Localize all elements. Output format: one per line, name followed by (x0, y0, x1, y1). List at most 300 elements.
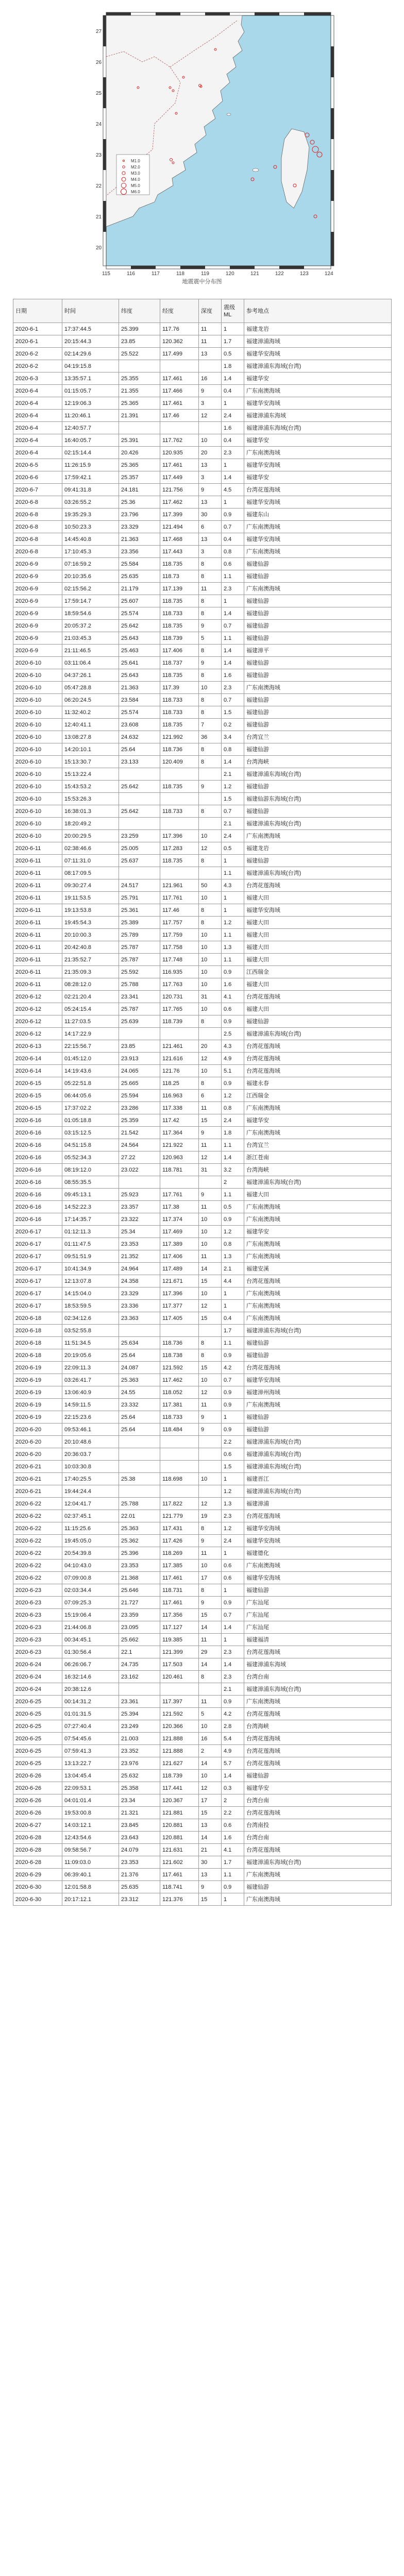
cell-latitude: 25.646 (119, 1584, 160, 1597)
cell-longitude (160, 1461, 199, 1473)
cell-longitude: 118.73 (160, 570, 199, 583)
table-row (13, 1634, 392, 1646)
cell-location: 广东南澳海域 (244, 1201, 392, 1213)
cell-magnitude: 1.4 (222, 1770, 244, 1782)
cell-depth: 8 (199, 1671, 222, 1683)
table-row (13, 335, 392, 348)
cell-date: 2020-6-1 (13, 335, 62, 348)
cell-magnitude: 4.2 (222, 1708, 244, 1720)
cell-location: 台湾海峡 (244, 1164, 392, 1176)
longitude-label: 124 (325, 271, 333, 277)
cell-longitude: 118.738 (160, 1349, 199, 1362)
cell-longitude (160, 818, 199, 830)
cell-date: 2020-6-25 (13, 1708, 62, 1720)
cell-date: 2020-6-15 (13, 1077, 62, 1090)
table-row (13, 410, 392, 422)
cell-latitude (119, 360, 160, 372)
cell-latitude: 23.353 (119, 1238, 160, 1250)
cell-time: 04:37:26.1 (62, 669, 119, 682)
cell-latitude: 23.85 (119, 1040, 160, 1053)
cell-latitude: 25.665 (119, 1077, 160, 1090)
cell-date: 2020-6-27 (13, 1819, 62, 1832)
cell-location: 台湾花莲海域 (244, 1510, 392, 1522)
table-row (13, 1535, 392, 1547)
legend-label: M4.0 (131, 177, 140, 182)
cell-magnitude: 2 (222, 1176, 244, 1189)
cell-time: 13:35:57.1 (62, 372, 119, 385)
cell-longitude (160, 1325, 199, 1337)
cell-longitude: 121.494 (160, 521, 199, 533)
cell-magnitude: 0.9 (222, 1213, 244, 1226)
cell-location: 福建福清 (244, 1634, 392, 1646)
table-row (13, 1844, 392, 1856)
cell-magnitude: 1.6 (222, 669, 244, 682)
cell-time: 19:45:54.3 (62, 917, 119, 929)
cell-time: 20:19:05.6 (62, 1349, 119, 1362)
cell-latitude: 25.788 (119, 1498, 160, 1510)
cell-longitude: 117.431 (160, 1522, 199, 1535)
cell-depth (199, 1485, 222, 1498)
cell-longitude: 117.759 (160, 929, 199, 941)
cell-magnitude: 4.2 (222, 1362, 244, 1374)
cell-date: 2020-6-9 (13, 607, 62, 620)
cell-location: 广东南澳海域 (244, 1300, 392, 1312)
latitude-labels (96, 29, 102, 251)
table-row (13, 1250, 392, 1263)
latitude-label: 21 (96, 214, 102, 220)
cell-location: 台湾花莲海域 (244, 1646, 392, 1658)
cell-longitude: 117.377 (160, 1300, 199, 1312)
cell-depth: 8 (199, 1349, 222, 1362)
cell-latitude: 25.635 (119, 1881, 160, 1893)
cell-depth: 29 (199, 1646, 222, 1658)
cell-latitude: 23.332 (119, 1399, 160, 1411)
table-row (13, 1510, 392, 1522)
cell-longitude: 117.46 (160, 904, 199, 917)
latitude-label: 23 (96, 152, 102, 158)
table-row (13, 706, 392, 719)
cell-location: 福建漳浦东海域(台湾) (244, 360, 392, 372)
cell-location: 广东南澳海域 (244, 1696, 392, 1708)
cell-time: 14:52:22.3 (62, 1201, 119, 1213)
cell-time: 21:44:06.8 (62, 1621, 119, 1634)
cell-time: 08:19:12.0 (62, 1164, 119, 1176)
earthquake-catalog-table (13, 299, 392, 1906)
cell-depth (199, 360, 222, 372)
cell-time: 12:40:41.1 (62, 719, 119, 731)
cell-location: 福建华安 (244, 1226, 392, 1238)
cell-depth: 12 (199, 1498, 222, 1510)
cell-longitude: 117.364 (160, 1127, 199, 1139)
cell-longitude: 117.761 (160, 1189, 199, 1201)
cell-latitude: 25.642 (119, 781, 160, 793)
cell-depth: 10 (199, 1560, 222, 1572)
cell-location: 福建大田 (244, 941, 392, 954)
cell-magnitude: 1.2 (222, 1226, 244, 1238)
cell-location: 福建华安海域 (244, 1522, 392, 1535)
cell-magnitude: 5.4 (222, 1733, 244, 1745)
cell-location: 福建华安海域 (244, 1374, 392, 1386)
cell-time: 21:11:46.5 (62, 645, 119, 657)
cell-longitude: 116.935 (160, 966, 199, 978)
cell-longitude: 117.76 (160, 323, 199, 335)
cell-location: 福建龙岩 (244, 842, 392, 855)
cell-time: 20:15:44.3 (62, 335, 119, 348)
cell-date: 2020-6-17 (13, 1226, 62, 1238)
table-row (13, 682, 392, 694)
table-row (13, 397, 392, 410)
cell-time: 05:47:28.8 (62, 682, 119, 694)
table-row (13, 1498, 392, 1510)
cell-time: 20:38:12.6 (62, 1683, 119, 1696)
table-row (13, 879, 392, 892)
cell-time: 12:01:58.8 (62, 1881, 119, 1893)
cell-magnitude: 1.1 (222, 1337, 244, 1349)
cell-magnitude: 2.4 (222, 1114, 244, 1127)
cell-location: 福建德化 (244, 1547, 392, 1560)
cell-location: 福建仙游 (244, 805, 392, 818)
cell-longitude: 117.461 (160, 1597, 199, 1609)
table-row (13, 360, 392, 372)
cell-location: 福建漳浦东海域 (244, 410, 392, 422)
table-row (13, 1114, 392, 1127)
table-row (13, 929, 392, 941)
latitude-label: 25 (96, 91, 102, 96)
table-row (13, 595, 392, 607)
cell-depth: 30 (199, 509, 222, 521)
cell-time: 15:43:53.2 (62, 781, 119, 793)
cell-location: 台湾宜兰 (244, 731, 392, 743)
cell-longitude: 117.374 (160, 1213, 199, 1226)
cell-latitude: 24.517 (119, 879, 160, 892)
cell-location: 福建华安 (244, 1782, 392, 1794)
cell-longitude: 117.426 (160, 1535, 199, 1547)
cell-location: 广东南澳海域 (244, 1287, 392, 1300)
cell-latitude: 23.363 (119, 1312, 160, 1325)
table-row (13, 1720, 392, 1733)
cell-time: 08:28:12.0 (62, 978, 119, 991)
cell-magnitude: 4.1 (222, 1844, 244, 1856)
cell-time: 12:19:06.3 (62, 397, 119, 410)
cell-magnitude: 2.4 (222, 830, 244, 842)
cell-longitude: 117.356 (160, 1609, 199, 1621)
longitude-label: 120 (226, 271, 234, 277)
cell-latitude: 23.85 (119, 335, 160, 348)
latitude-label: 27 (96, 29, 102, 35)
cell-time: 06:39:40.1 (62, 1869, 119, 1881)
cell-location: 福建漳浦东海域(台湾) (244, 818, 392, 830)
cell-time: 17:37:02.2 (62, 1102, 119, 1114)
cell-magnitude: 1.4 (222, 1621, 244, 1634)
cell-magnitude: 1.8 (222, 1127, 244, 1139)
cell-latitude: 25.635 (119, 570, 160, 583)
cell-date: 2020-6-9 (13, 632, 62, 645)
cell-depth: 8 (199, 1077, 222, 1090)
cell-time: 22:09:11.3 (62, 1362, 119, 1374)
cell-magnitude: 5.7 (222, 1757, 244, 1770)
cell-depth: 9 (199, 1881, 222, 1893)
cell-time: 19:35:29.3 (62, 509, 119, 521)
cell-latitude: 25.64 (119, 1411, 160, 1423)
cell-latitude: 25.365 (119, 459, 160, 471)
cell-depth: 15 (199, 1114, 222, 1127)
cell-location: 福建仙游 (244, 743, 392, 756)
cell-longitude: 117.338 (160, 1102, 199, 1114)
cell-latitude (119, 1485, 160, 1498)
cell-longitude: 121.881 (160, 1807, 199, 1819)
cell-longitude: 120.881 (160, 1819, 199, 1832)
cell-depth: 12 (199, 1151, 222, 1164)
cell-latitude: 21.391 (119, 410, 160, 422)
table-row (13, 558, 392, 570)
cell-longitude: 117.461 (160, 1572, 199, 1584)
cell-latitude: 25.632 (119, 1770, 160, 1782)
cell-location: 福建华安 (244, 372, 392, 385)
cell-depth: 7 (199, 719, 222, 731)
cell-location: 福建漳浦海域 (244, 335, 392, 348)
cell-time: 09:53:46.1 (62, 1423, 119, 1436)
cell-location: 台湾花莲海域 (244, 1745, 392, 1757)
table-row (13, 1782, 392, 1794)
cell-time: 15:53:26.3 (62, 793, 119, 805)
cell-depth: 10 (199, 1374, 222, 1386)
cell-date: 2020-6-24 (13, 1683, 62, 1696)
cell-depth: 8 (199, 669, 222, 682)
cell-longitude: 121.992 (160, 731, 199, 743)
table-body (13, 323, 392, 1906)
cell-magnitude: 2.3 (222, 583, 244, 595)
cell-date: 2020-6-10 (13, 818, 62, 830)
cell-magnitude: 0.9 (222, 1077, 244, 1090)
cell-depth: 13 (199, 1819, 222, 1832)
cell-time: 13:06:40.9 (62, 1386, 119, 1399)
cell-longitude: 116.963 (160, 1090, 199, 1102)
cell-location: 福建仙游 (244, 620, 392, 632)
cell-location: 广东汕尾 (244, 1597, 392, 1609)
cell-depth: 11 (199, 1139, 222, 1151)
cell-longitude: 118.735 (160, 558, 199, 570)
cell-date: 2020-6-16 (13, 1189, 62, 1201)
cell-depth: 14 (199, 1757, 222, 1770)
cell-date: 2020-6-10 (13, 743, 62, 756)
cell-latitude: 25.787 (119, 954, 160, 966)
cell-date: 2020-6-17 (13, 1287, 62, 1300)
longitude-labels (102, 271, 333, 277)
cell-time: 11:51:34.5 (62, 1337, 119, 1349)
cell-magnitude: 1 (222, 1287, 244, 1300)
cell-magnitude: 1 (222, 459, 244, 471)
cell-date: 2020-6-24 (13, 1671, 62, 1683)
cell-depth: 11 (199, 323, 222, 335)
cell-longitude: 121.779 (160, 1510, 199, 1522)
cell-depth: 36 (199, 731, 222, 743)
cell-magnitude: 3.2 (222, 1164, 244, 1176)
cell-date: 2020-6-20 (13, 1448, 62, 1461)
cell-longitude: 117.397 (160, 1696, 199, 1708)
cell-longitude: 117.443 (160, 546, 199, 558)
cell-depth: 11 (199, 1634, 222, 1646)
table-row (13, 1770, 392, 1782)
table-row (13, 842, 392, 855)
cell-date: 2020-6-23 (13, 1646, 62, 1658)
cell-location: 福建华安海域 (244, 348, 392, 360)
cell-depth: 10 (199, 1003, 222, 1015)
cell-location: 福建永春 (244, 1077, 392, 1090)
cell-date: 2020-6-1 (13, 323, 62, 335)
cell-date: 2020-6-11 (13, 904, 62, 917)
cell-latitude: 25.361 (119, 904, 160, 917)
cell-depth: 5 (199, 632, 222, 645)
cell-longitude: 120.881 (160, 1832, 199, 1844)
cell-longitude: 117.469 (160, 1226, 199, 1238)
cell-time: 13:13:22.7 (62, 1757, 119, 1770)
table-row (13, 1708, 392, 1720)
cell-time: 19:44:24.4 (62, 1485, 119, 1498)
longitude-label: 123 (300, 271, 309, 277)
cell-magnitude: 0.6 (222, 1572, 244, 1584)
cell-time: 18:53:59.5 (62, 1300, 119, 1312)
cell-depth: 31 (199, 1164, 222, 1176)
cell-magnitude: 0.9 (222, 966, 244, 978)
cell-longitude: 118.733 (160, 694, 199, 706)
cell-depth: 10 (199, 830, 222, 842)
cell-location: 台湾花莲海域 (244, 484, 392, 496)
cell-time: 05:52:34.3 (62, 1151, 119, 1164)
cell-location: 台湾台南 (244, 1794, 392, 1807)
cell-depth: 10 (199, 978, 222, 991)
cell-depth: 10 (199, 434, 222, 447)
cell-magnitude: 0.8 (222, 1238, 244, 1250)
cell-latitude (119, 867, 160, 879)
cell-time: 06:20:24.5 (62, 694, 119, 706)
cell-date: 2020-6-11 (13, 855, 62, 867)
cell-date: 2020-6-19 (13, 1362, 62, 1374)
cell-location: 福建漳浦东海域(台湾) (244, 422, 392, 434)
cell-depth: 8 (199, 570, 222, 583)
table-row (13, 1386, 392, 1399)
cell-location: 广东南澳海域 (244, 1238, 392, 1250)
cell-magnitude: 4.1 (222, 991, 244, 1003)
cell-location: 台湾花莲海域 (244, 1807, 392, 1819)
table-row (13, 941, 392, 954)
cell-location: 福建仙游 (244, 706, 392, 719)
cell-time: 14:19:43.6 (62, 1065, 119, 1077)
cell-latitude: 25.463 (119, 645, 160, 657)
cell-magnitude: 0.5 (222, 348, 244, 360)
cell-date: 2020-6-30 (13, 1893, 62, 1906)
cell-time: 03:26:55.2 (62, 496, 119, 509)
cell-latitude: 23.359 (119, 1609, 160, 1621)
cell-date: 2020-6-17 (13, 1238, 62, 1250)
cell-longitude: 117.461 (160, 1869, 199, 1881)
cell-time: 11:15:25.6 (62, 1522, 119, 1535)
table-row (13, 1238, 392, 1250)
cell-date: 2020-6-28 (13, 1832, 62, 1844)
table-row (13, 1832, 392, 1844)
cell-date: 2020-6-20 (13, 1436, 62, 1448)
cell-time: 21:35:52.7 (62, 954, 119, 966)
cell-depth: 13 (199, 533, 222, 546)
cell-date: 2020-6-16 (13, 1114, 62, 1127)
cell-magnitude: 0.6 (222, 1560, 244, 1572)
cell-depth: 9 (199, 1535, 222, 1547)
cell-latitude: 23.249 (119, 1720, 160, 1733)
cell-longitude: 118.739 (160, 1015, 199, 1028)
cell-longitude: 120.362 (160, 335, 199, 348)
cell-latitude: 23.796 (119, 509, 160, 521)
cell-longitude: 117.503 (160, 1658, 199, 1671)
table-row (13, 1040, 392, 1053)
cell-date: 2020-6-9 (13, 595, 62, 607)
cell-magnitude: 1.4 (222, 645, 244, 657)
table-row (13, 855, 392, 867)
table-row (13, 892, 392, 904)
cell-date: 2020-6-11 (13, 867, 62, 879)
cell-time: 02:03:34.4 (62, 1584, 119, 1597)
cell-date: 2020-6-14 (13, 1053, 62, 1065)
cell-magnitude: 1.2 (222, 917, 244, 929)
header-magnitude (222, 299, 244, 323)
cell-depth: 13 (199, 496, 222, 509)
cell-latitude: 25.394 (119, 1708, 160, 1720)
longitude-label: 118 (176, 271, 184, 277)
cell-depth (199, 1461, 222, 1473)
cell-depth: 16 (199, 372, 222, 385)
cell-time: 11:09:03.0 (62, 1856, 119, 1869)
cell-magnitude: 0.7 (222, 1374, 244, 1386)
cell-depth: 3 (199, 546, 222, 558)
table-row (13, 1374, 392, 1386)
cell-depth: 3 (199, 397, 222, 410)
cell-latitude: 21.368 (119, 1572, 160, 1584)
table-row (13, 1362, 392, 1374)
cell-depth: 10 (199, 892, 222, 904)
cell-magnitude: 1.4 (222, 1658, 244, 1671)
cell-depth: 9 (199, 657, 222, 669)
table-row (13, 1584, 392, 1597)
cell-depth: 13 (199, 459, 222, 471)
penghu-island (252, 168, 259, 172)
map-legend (116, 155, 149, 195)
table-row (13, 583, 392, 595)
cell-depth: 9 (199, 781, 222, 793)
cell-longitude: 117.762 (160, 434, 199, 447)
table-row (13, 1003, 392, 1015)
table-row (13, 372, 392, 385)
cell-time: 20:00:29.5 (62, 830, 119, 842)
cell-latitude: 23.312 (119, 1893, 160, 1906)
cell-time: 10:50:23.3 (62, 521, 119, 533)
cell-location: 福建仙游 (244, 1423, 392, 1436)
cell-time: 02:21:20.4 (62, 991, 119, 1003)
cell-date: 2020-6-9 (13, 583, 62, 595)
cell-date: 2020-6-26 (13, 1807, 62, 1819)
cell-time: 20:05:37.2 (62, 620, 119, 632)
cell-depth (199, 422, 222, 434)
cell-date: 2020-6-29 (13, 1869, 62, 1881)
cell-location: 福建龙岩 (244, 323, 392, 335)
cell-magnitude: 1.4 (222, 471, 244, 484)
table-row (13, 1819, 392, 1832)
cell-time: 07:09:25.3 (62, 1597, 119, 1609)
cell-latitude: 24.55 (119, 1386, 160, 1399)
cell-depth (199, 793, 222, 805)
table-row (13, 1015, 392, 1028)
cell-latitude: 23.095 (119, 1621, 160, 1634)
cell-depth: 8 (199, 558, 222, 570)
table-row (13, 1609, 392, 1621)
cell-longitude (160, 1448, 199, 1461)
